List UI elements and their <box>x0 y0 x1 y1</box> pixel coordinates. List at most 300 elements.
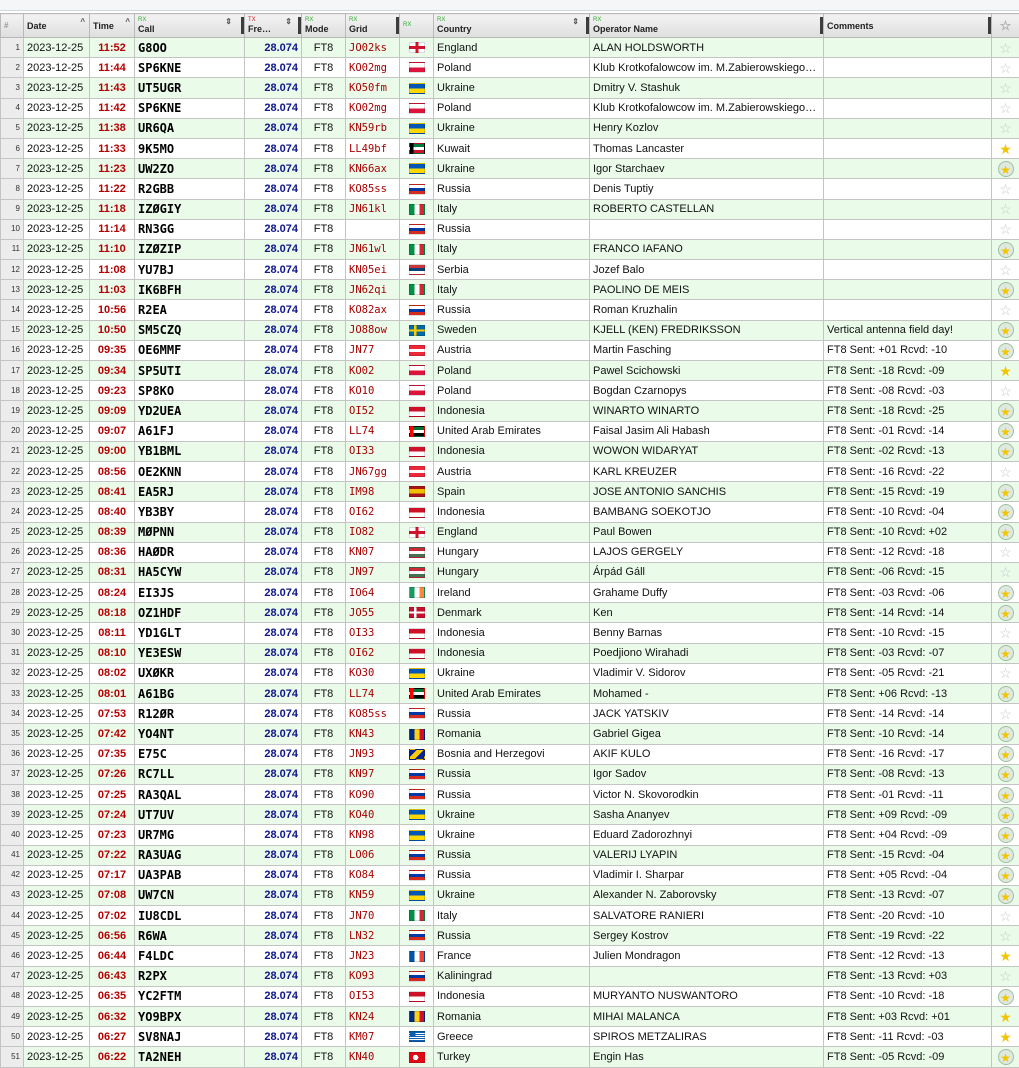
country-flag <box>400 179 434 199</box>
favorite-star[interactable] <box>992 562 1019 582</box>
call-cell[interactable]: UR6QA <box>135 118 245 138</box>
country-flag <box>400 461 434 481</box>
frequency-cell: 28.074 <box>245 78 302 98</box>
call-cell[interactable]: OE2KNN <box>135 461 245 481</box>
grid-cell: KO85ss <box>346 179 400 199</box>
call-cell[interactable]: EI3JS <box>135 583 245 603</box>
frequency-cell: 28.074 <box>245 522 302 542</box>
call-cell[interactable]: RA3UAG <box>135 845 245 865</box>
operator-cell: Poedjiono Wirahadi <box>590 643 824 663</box>
call-cell[interactable]: IZØZIP <box>135 239 245 259</box>
call-cell[interactable]: F4LDC <box>135 946 245 966</box>
table-row[interactable] <box>1 906 1019 926</box>
country-cell: Ireland <box>434 583 590 603</box>
comments-cell: FT8 Sent: -15 Rcvd: -04 <box>824 845 992 865</box>
grid-cell: KO90 <box>346 784 400 804</box>
grid-cell: KO30 <box>346 663 400 683</box>
favorite-star[interactable] <box>992 764 1019 784</box>
table-row[interactable] <box>1 562 1019 582</box>
call-cell[interactable]: HA5CYW <box>135 562 245 582</box>
call-cell[interactable]: OE6MMF <box>135 340 245 360</box>
date-cell: 2023-12-25 <box>24 239 90 259</box>
call-cell[interactable]: IZØGIY <box>135 199 245 219</box>
table-row[interactable] <box>1 1047 1019 1067</box>
call-cell[interactable]: YB3BY <box>135 502 245 522</box>
operator-cell: Klub Krotkofalowcow im. M.Zabierowskiego… <box>590 58 824 78</box>
operator-cell: MIHAI MALANCA <box>590 1007 824 1027</box>
star-outline-icon: ☆ <box>999 181 1012 197</box>
grid-cell: JN62qi <box>346 280 400 300</box>
favorite-star[interactable] <box>992 38 1019 58</box>
table-row[interactable] <box>1 118 1019 138</box>
favorite-star[interactable] <box>992 361 1019 381</box>
time-cell: 08:01 <box>90 684 135 704</box>
time-cell: 11:14 <box>90 219 135 239</box>
grid-cell: LN32 <box>346 926 400 946</box>
table-row[interactable] <box>1 966 1019 986</box>
country-cell: Sweden <box>434 320 590 340</box>
favorite-star[interactable] <box>992 381 1019 401</box>
row-number: 39 <box>1 805 24 825</box>
favorite-star[interactable] <box>992 643 1019 663</box>
table-row[interactable] <box>1 401 1019 421</box>
row-number: 25 <box>1 522 24 542</box>
country-cell: Russia <box>434 300 590 320</box>
frequency-cell: 28.074 <box>245 199 302 219</box>
call-cell[interactable]: A61FJ <box>135 421 245 441</box>
call-cell[interactable]: YC2FTM <box>135 986 245 1006</box>
call-cell[interactable]: SV8NAJ <box>135 1027 245 1047</box>
call-cell[interactable]: IU8CDL <box>135 906 245 926</box>
flag-icon <box>409 890 425 901</box>
table-row[interactable] <box>1 522 1019 542</box>
country-cell: Poland <box>434 381 590 401</box>
favorite-star[interactable] <box>992 845 1019 865</box>
call-cell[interactable]: UW2ZO <box>135 159 245 179</box>
call-cell[interactable]: TA2NEH <box>135 1047 245 1067</box>
country-flag <box>400 663 434 683</box>
grid-cell: KO02mg <box>346 98 400 118</box>
call-cell[interactable]: YO4NT <box>135 724 245 744</box>
flag-icon <box>409 224 425 235</box>
country-flag <box>400 441 434 461</box>
column-header-time[interactable]: Time ^ <box>90 14 135 38</box>
table-row[interactable] <box>1 78 1019 98</box>
table-row[interactable] <box>1 946 1019 966</box>
favorite-star[interactable] <box>992 724 1019 744</box>
star-outline-icon: ☆ <box>999 383 1012 399</box>
operator-cell: Vladimir V. Sidorov <box>590 663 824 683</box>
table-row[interactable] <box>1 199 1019 219</box>
star-confirmed-icon: ★ <box>998 585 1014 601</box>
table-row[interactable] <box>1 643 1019 663</box>
favorite-star[interactable] <box>992 1047 1019 1067</box>
time-cell: 07:23 <box>90 825 135 845</box>
table-row[interactable] <box>1 340 1019 360</box>
mode-cell: FT8 <box>302 623 346 643</box>
star-outline-icon: ☆ <box>999 464 1012 480</box>
table-row[interactable] <box>1 320 1019 340</box>
table-row[interactable] <box>1 885 1019 905</box>
comments-cell <box>824 199 992 219</box>
frequency-cell: 28.074 <box>245 603 302 623</box>
row-number: 11 <box>1 239 24 259</box>
operator-cell: Sasha Ananyev <box>590 805 824 825</box>
column-header-num[interactable]: # <box>1 14 24 38</box>
table-row[interactable] <box>1 684 1019 704</box>
flag-icon <box>409 749 425 760</box>
frequency-cell: 28.074 <box>245 260 302 280</box>
comments-cell: FT8 Sent: -06 Rcvd: -15 <box>824 562 992 582</box>
table-row[interactable] <box>1 542 1019 562</box>
call-cell[interactable]: RC7LL <box>135 764 245 784</box>
time-cell: 10:56 <box>90 300 135 320</box>
table-row[interactable] <box>1 986 1019 1006</box>
call-cell[interactable]: UXØKR <box>135 663 245 683</box>
call-cell[interactable]: MØPNN <box>135 522 245 542</box>
call-cell[interactable]: YB1BML <box>135 441 245 461</box>
flag-icon <box>409 385 425 396</box>
table-row[interactable] <box>1 98 1019 118</box>
favorite-star[interactable] <box>992 906 1019 926</box>
call-cell[interactable]: E75C <box>135 744 245 764</box>
favorite-star[interactable] <box>992 320 1019 340</box>
favorite-star[interactable] <box>992 1027 1019 1047</box>
grid-cell: JN61kl <box>346 199 400 219</box>
table-row[interactable] <box>1 260 1019 280</box>
table-row[interactable] <box>1 825 1019 845</box>
time-cell: 09:00 <box>90 441 135 461</box>
table-row[interactable] <box>1 381 1019 401</box>
call-cell[interactable]: OZ1HDF <box>135 603 245 623</box>
favorite-star[interactable] <box>992 784 1019 804</box>
favorite-star[interactable] <box>992 239 1019 259</box>
country-flag <box>400 684 434 704</box>
favorite-star[interactable] <box>992 421 1019 441</box>
mode-cell: FT8 <box>302 260 346 280</box>
call-cell[interactable]: R2EA <box>135 300 245 320</box>
frequency-cell: 28.074 <box>245 986 302 1006</box>
table-row[interactable] <box>1 1027 1019 1047</box>
table-row[interactable] <box>1 239 1019 259</box>
table-row[interactable] <box>1 280 1019 300</box>
comments-cell: FT8 Sent: -19 Rcvd: -22 <box>824 926 992 946</box>
call-cell[interactable]: UT7UV <box>135 805 245 825</box>
comments-cell <box>824 260 992 280</box>
favorite-star[interactable] <box>992 684 1019 704</box>
favorite-star[interactable] <box>992 1007 1019 1027</box>
country-cell: Russia <box>434 704 590 724</box>
favorite-star[interactable] <box>992 704 1019 724</box>
favorite-star[interactable] <box>992 98 1019 118</box>
star-outline-icon: ☆ <box>999 625 1012 641</box>
country-flag <box>400 744 434 764</box>
table-row[interactable] <box>1 58 1019 78</box>
favorite-star[interactable] <box>992 300 1019 320</box>
country-flag <box>400 159 434 179</box>
favorite-star[interactable] <box>992 986 1019 1006</box>
row-number: 48 <box>1 986 24 1006</box>
operator-cell: Victor N. Skovorodkin <box>590 784 824 804</box>
operator-cell: ROBERTO CASTELLAN <box>590 199 824 219</box>
time-cell: 07:53 <box>90 704 135 724</box>
favorite-star[interactable] <box>992 966 1019 986</box>
country-cell: England <box>434 522 590 542</box>
star-outline-icon: ☆ <box>999 706 1012 722</box>
call-cell[interactable]: HAØDR <box>135 542 245 562</box>
operator-cell: Engin Has <box>590 1047 824 1067</box>
favorite-star[interactable] <box>992 78 1019 98</box>
grid-cell: KN07 <box>346 542 400 562</box>
country-flag <box>400 1047 434 1067</box>
operator-cell: VALERIJ LYAPIN <box>590 845 824 865</box>
favorite-star[interactable] <box>992 159 1019 179</box>
time-cell: 07:08 <box>90 885 135 905</box>
table-row[interactable] <box>1 926 1019 946</box>
favorite-star[interactable] <box>992 865 1019 885</box>
column-header-date[interactable]: Date ^ <box>24 14 90 38</box>
operator-cell <box>590 219 824 239</box>
comments-cell: FT8 Sent: -10 Rcvd: +02 <box>824 522 992 542</box>
column-header-frequency[interactable]: TX Fre… ⇕ <box>245 14 302 38</box>
date-cell: 2023-12-25 <box>24 885 90 905</box>
call-cell[interactable]: RA3QAL <box>135 784 245 804</box>
frequency-cell: 28.074 <box>245 865 302 885</box>
table-row[interactable] <box>1 603 1019 623</box>
table-row[interactable] <box>1 704 1019 724</box>
table-row[interactable] <box>1 805 1019 825</box>
favorite-star[interactable] <box>992 179 1019 199</box>
operator-cell: Alexander N. Zaborovsky <box>590 885 824 905</box>
country-flag <box>400 280 434 300</box>
row-number: 43 <box>1 885 24 905</box>
frequency-cell: 28.074 <box>245 361 302 381</box>
flag-icon <box>409 426 425 437</box>
comments-cell: FT8 Sent: -10 Rcvd: -14 <box>824 724 992 744</box>
star-confirmed-icon: ★ <box>998 867 1014 883</box>
column-header-favorite[interactable] <box>992 14 1019 38</box>
star-outline-icon: ☆ <box>999 60 1012 76</box>
row-number: 15 <box>1 320 24 340</box>
operator-cell: SPIROS METZALIRAS <box>590 1027 824 1047</box>
country-flag <box>400 118 434 138</box>
country-flag <box>400 482 434 502</box>
date-cell: 2023-12-25 <box>24 98 90 118</box>
star-outline-icon: ☆ <box>1000 18 1012 33</box>
column-header-call[interactable]: RX Call ⇕ <box>135 14 245 38</box>
favorite-star[interactable] <box>992 502 1019 522</box>
table-row[interactable] <box>1 138 1019 158</box>
favorite-star[interactable] <box>992 623 1019 643</box>
favorite-star[interactable] <box>992 522 1019 542</box>
table-row[interactable] <box>1 219 1019 239</box>
favorite-star[interactable] <box>992 482 1019 502</box>
call-cell[interactable]: SP5UTI <box>135 361 245 381</box>
favorite-star[interactable] <box>992 461 1019 481</box>
call-cell[interactable]: UR7MG <box>135 825 245 845</box>
favorite-star[interactable] <box>992 219 1019 239</box>
frequency-cell: 28.074 <box>245 562 302 582</box>
call-cell[interactable]: YO9BPX <box>135 1007 245 1027</box>
table-row[interactable] <box>1 482 1019 502</box>
call-cell[interactable]: EA5RJ <box>135 482 245 502</box>
call-cell[interactable]: 9K5MO <box>135 138 245 158</box>
favorite-star[interactable] <box>992 663 1019 683</box>
date-cell: 2023-12-25 <box>24 825 90 845</box>
grid-cell: OI52 <box>346 401 400 421</box>
call-cell[interactable]: UT5UGR <box>135 78 245 98</box>
date-cell: 2023-12-25 <box>24 300 90 320</box>
table-row[interactable] <box>1 300 1019 320</box>
favorite-star[interactable] <box>992 441 1019 461</box>
row-number: 14 <box>1 300 24 320</box>
table-row[interactable] <box>1 1007 1019 1027</box>
mode-cell: FT8 <box>302 603 346 623</box>
table-row[interactable] <box>1 159 1019 179</box>
call-cell[interactable]: SP8KO <box>135 381 245 401</box>
country-cell: Indonesia <box>434 401 590 421</box>
table-row[interactable] <box>1 663 1019 683</box>
call-cell[interactable]: IK6BFH <box>135 280 245 300</box>
call-cell[interactable]: A61BG <box>135 684 245 704</box>
call-cell[interactable]: RN3GG <box>135 219 245 239</box>
call-cell[interactable]: YD2UEA <box>135 401 245 421</box>
operator-cell: Eduard Zadorozhnyi <box>590 825 824 845</box>
favorite-star[interactable] <box>992 340 1019 360</box>
column-header-flag[interactable]: RX <box>400 14 434 38</box>
header-row <box>1 14 1019 38</box>
operator-cell: JOSE ANTONIO SANCHIS <box>590 482 824 502</box>
mode-cell: FT8 <box>302 118 346 138</box>
frequency-cell: 28.074 <box>245 805 302 825</box>
call-cell[interactable]: YE3ESW <box>135 643 245 663</box>
call-cell[interactable]: UW7CN <box>135 885 245 905</box>
grid-cell: JN67gg <box>346 461 400 481</box>
call-cell[interactable]: SP6KNE <box>135 58 245 78</box>
favorite-star[interactable] <box>992 58 1019 78</box>
country-flag <box>400 219 434 239</box>
comments-cell <box>824 219 992 239</box>
column-header-country[interactable]: RX Country ⇕ <box>434 14 590 38</box>
flag-icon <box>409 103 425 114</box>
flag-icon <box>409 567 425 578</box>
column-header-mode[interactable]: RX Mode <box>302 14 346 38</box>
table-row[interactable] <box>1 845 1019 865</box>
call-cell[interactable]: SP6KNE <box>135 98 245 118</box>
mode-cell: FT8 <box>302 78 346 98</box>
comments-cell: FT8 Sent: -12 Rcvd: -13 <box>824 946 992 966</box>
column-header-grid[interactable]: RX Grid <box>346 14 400 38</box>
call-cell[interactable]: YU7BJ <box>135 260 245 280</box>
operator-cell: Igor Sadov <box>590 764 824 784</box>
call-cell[interactable]: R2GBB <box>135 179 245 199</box>
table-row[interactable] <box>1 461 1019 481</box>
favorite-star[interactable] <box>992 744 1019 764</box>
favorite-star[interactable] <box>992 805 1019 825</box>
favorite-star[interactable] <box>992 885 1019 905</box>
favorite-star[interactable] <box>992 280 1019 300</box>
favorite-star[interactable] <box>992 542 1019 562</box>
mode-cell: FT8 <box>302 663 346 683</box>
table-row[interactable] <box>1 623 1019 643</box>
call-cell[interactable]: R6WA <box>135 926 245 946</box>
favorite-star[interactable] <box>992 401 1019 421</box>
call-cell[interactable]: R2PX <box>135 966 245 986</box>
frequency-cell: 28.074 <box>245 401 302 421</box>
time-cell: 08:18 <box>90 603 135 623</box>
favorite-star[interactable] <box>992 138 1019 158</box>
call-cell[interactable]: YD1GLT <box>135 623 245 643</box>
comments-cell: FT8 Sent: +06 Rcvd: -13 <box>824 684 992 704</box>
country-cell: Russia <box>434 845 590 865</box>
table-row[interactable] <box>1 421 1019 441</box>
table-row[interactable] <box>1 441 1019 461</box>
time-cell: 07:42 <box>90 724 135 744</box>
call-cell[interactable]: G8OO <box>135 38 245 58</box>
star-outline-icon: ☆ <box>999 908 1012 924</box>
table-row[interactable] <box>1 502 1019 522</box>
table-row[interactable] <box>1 583 1019 603</box>
frequency-cell: 28.074 <box>245 219 302 239</box>
grid-cell: JN61wl <box>346 239 400 259</box>
table-row[interactable] <box>1 38 1019 58</box>
star-confirmed-icon: ★ <box>998 161 1014 177</box>
table-row[interactable] <box>1 179 1019 199</box>
table-row[interactable] <box>1 744 1019 764</box>
favorite-star[interactable] <box>992 260 1019 280</box>
date-cell: 2023-12-25 <box>24 118 90 138</box>
grid-cell: JN70 <box>346 906 400 926</box>
mode-cell: FT8 <box>302 522 346 542</box>
mode-cell: FT8 <box>302 825 346 845</box>
call-cell[interactable]: R12ØR <box>135 704 245 724</box>
country-flag <box>400 38 434 58</box>
time-cell: 07:22 <box>90 845 135 865</box>
favorite-star[interactable] <box>992 825 1019 845</box>
country-cell: Indonesia <box>434 502 590 522</box>
favorite-star[interactable] <box>992 926 1019 946</box>
operator-cell: Jozef Balo <box>590 260 824 280</box>
comments-cell: FT8 Sent: -16 Rcvd: -22 <box>824 461 992 481</box>
country-flag <box>400 260 434 280</box>
table-row[interactable] <box>1 784 1019 804</box>
table-row[interactable] <box>1 724 1019 744</box>
flag-icon <box>409 930 425 941</box>
table-row[interactable] <box>1 865 1019 885</box>
call-cell[interactable]: UA3PAB <box>135 865 245 885</box>
mode-cell: FT8 <box>302 885 346 905</box>
time-cell: 08:39 <box>90 522 135 542</box>
favorite-star[interactable] <box>992 583 1019 603</box>
country-cell: Spain <box>434 482 590 502</box>
favorite-star[interactable] <box>992 603 1019 623</box>
mode-cell: FT8 <box>302 1007 346 1027</box>
favorite-star[interactable] <box>992 199 1019 219</box>
table-row[interactable] <box>1 764 1019 784</box>
favorite-star[interactable] <box>992 946 1019 966</box>
date-cell: 2023-12-25 <box>24 320 90 340</box>
star-confirmed-icon: ★ <box>998 766 1014 782</box>
mode-cell: FT8 <box>302 906 346 926</box>
call-cell[interactable]: SM5CZQ <box>135 320 245 340</box>
operator-cell: AKIF KULO <box>590 744 824 764</box>
time-cell: 08:10 <box>90 643 135 663</box>
column-header-operator-name[interactable]: RX Operator Name <box>590 14 824 38</box>
table-row[interactable] <box>1 361 1019 381</box>
favorite-star[interactable] <box>992 118 1019 138</box>
column-header-comments[interactable]: Comments <box>824 14 992 38</box>
operator-cell: Mohamed - <box>590 684 824 704</box>
